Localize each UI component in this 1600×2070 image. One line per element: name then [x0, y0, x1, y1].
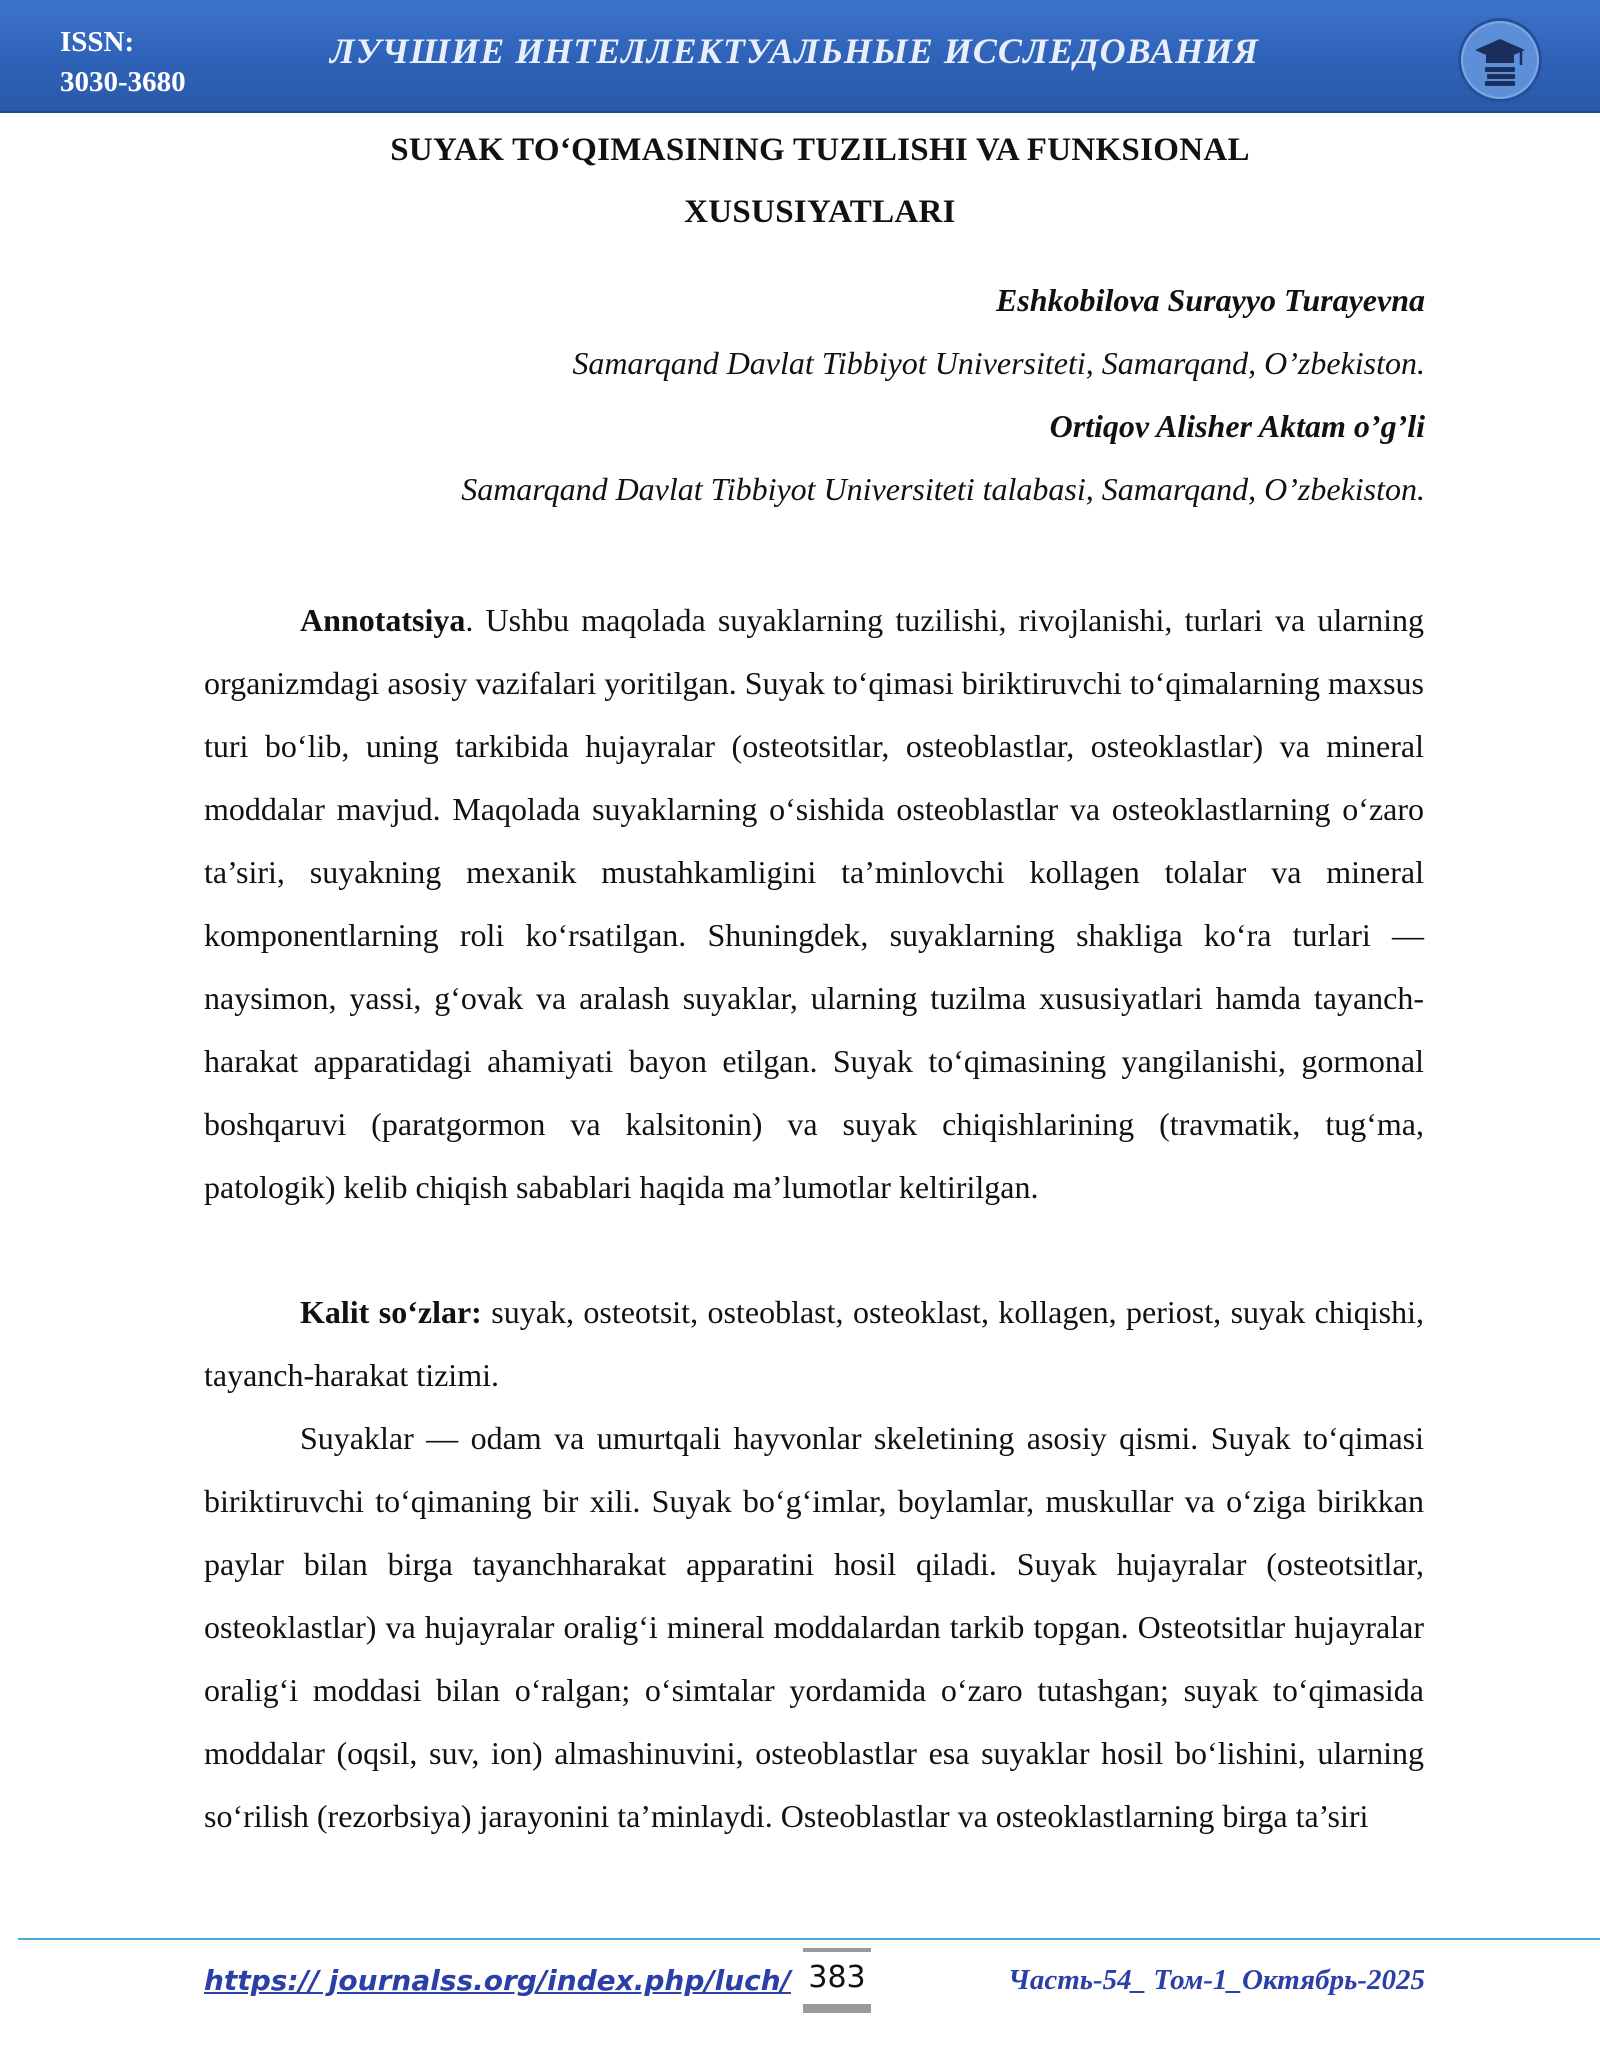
- author-name-2: Ortiqov Alisher Aktam o’g’li: [1049, 408, 1425, 444]
- author-affiliation-1: Samarqand Davlat Tibbiyot Universiteti, Samarqand, O’zbekiston.: [572, 345, 1425, 381]
- keywords-label: Kalit so‘zlar:: [300, 1294, 482, 1330]
- issn-number: 3030-3680: [60, 66, 186, 98]
- article-title-line-2: XUSUSIYATLARI: [684, 194, 956, 230]
- keywords-text: suyak, osteotsit, osteoblast, osteoklast, kollagen, periost, suyak chiqishi, tayanch-harakat tizimi.: [204, 1294, 1425, 1393]
- journal-header-banner: [0, 0, 1600, 113]
- author-name-1: Eshkobilova Surayyo Turayevna: [995, 282, 1425, 318]
- keywords-paragraph: [204, 1281, 1424, 1407]
- footer-divider: [18, 1938, 1600, 1940]
- graduation-cap-books-icon: [1458, 18, 1542, 102]
- body-paragraph: Suyaklar — odam va umurtqali hayvonlar skeletining asosiy qismi. Suyak to‘qimasi biriktiruvchi to‘qimaning bir xili. Suyak bo‘g‘imlar, boylamlar, muskullar va o‘ziga birikkan paylar bilan birga tayanchharakat apparatini hosil qiladi. Suyak hujayralar (osteotsitlar, osteoklastlar) va hujayralar oralig‘i mineral moddalardan tarkib topgan. Osteotsitlar hujayralar oralig‘i moddasi bilan o‘ralgan; o‘simtalar yordamida o‘zaro tutashgan; suyak to‘qimasida moddalar (oqsil, suv, ion) almashinuvini, osteoblastlar esa suyaklar hosil bo‘lishini, ularning so‘rilish (rezorbsiya) jarayonini ta’minlaydi. Osteoblastlar va osteoklastlarning birga ta’siri: [204, 1420, 1424, 1834]
- abstract-text: . Ushbu maqolada suyaklarning tuzilishi, rivojlanishi, turlari va ularning organizmdagi asosiy vazifalari yoritilgan. Suyak to‘qimasi biriktiruvchi to‘qimalarning maxsus turi bo‘lib, uning tarkibida hujayralar (osteotsitlar, osteoblastlar, osteoklastlar) va mineral moddalar mavjud. Maqolada suyaklarning o‘sishida osteoblastlar va osteoklastlarning o‘zaro ta’siri, suyakning mexanik mustahkamligini ta’minlovchi kollagen tolalar va mineral komponentlarning roli ko‘rsatilgan. Shuningdek, suyaklarning shakliga ko‘ra turlari — naysimon, yassi, g‘ovak va aralash suyaklar, ularning tuzilma xususiyatlari hamda tayanch-harakat apparatidagi ahamiyati bayon etilgan. Suyak to‘qimasining yangilanishi, gormonal boshqaruvi (paratgormon va kalsitonin) va suyak chiqishlarining (travmatik, tug‘ma, patologik) kelib chiqish sabablari haqida ma’lumotlar keltirilgan.: [204, 602, 1424, 1205]
- article-title-line-1: SUYAK TO‘QIMASINING TUZILISHI VA FUNKSIONAL: [390, 132, 1250, 168]
- page-number-bar-top: [803, 1948, 871, 1952]
- issue-info: Часть-54_ Том-1_Октябрь-2025: [1008, 1964, 1425, 1996]
- page-number-bar-bottom: [803, 2004, 871, 2013]
- abstract-label: Annotatsiya: [300, 602, 466, 638]
- page-number: 383: [808, 1960, 866, 1995]
- issn-block: [60, 22, 186, 102]
- issn-label: ISSN:: [60, 26, 135, 58]
- author-affiliation-2: Samarqand Davlat Tibbiyot Universiteti talabasi, Samarqand, O’zbekiston.: [461, 471, 1425, 507]
- journal-url-link[interactable]: https:// journalss.org/index.php/luch/: [204, 1964, 791, 1997]
- abstract-paragraph: [204, 589, 1424, 1219]
- journal-title: ЛУЧШИЕ ИНТЕЛЛЕКТУАЛЬНЫЕ ИССЛЕДОВАНИЯ: [330, 31, 1260, 71]
